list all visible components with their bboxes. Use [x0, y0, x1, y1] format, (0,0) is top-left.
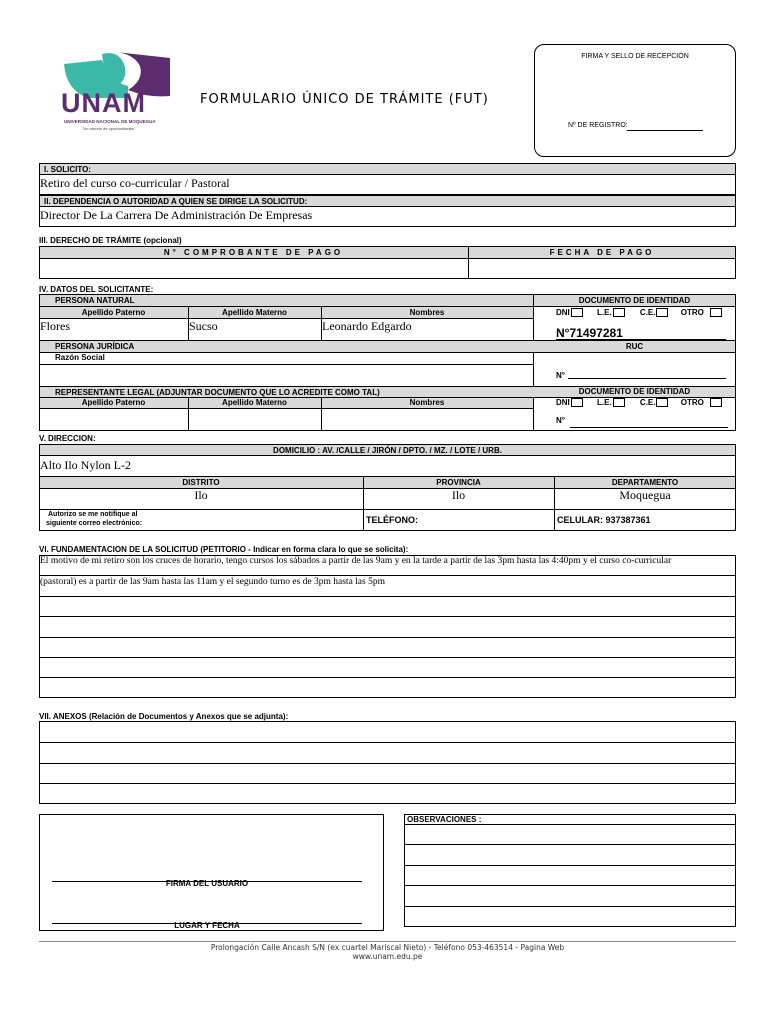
fundamentacion-line-2: (pastoral) es a partir de las 9am hasta las 11am y el segundo turno es de 3pm hasta las 5pm	[40, 577, 385, 587]
logo-subtitle: UNIVERSIDAD NACIONAL DE MOQUEGUA	[64, 119, 156, 124]
fecha-pago-field[interactable]	[468, 258, 736, 279]
rep-ap-paterno-label: Apellido Paterno	[81, 398, 146, 407]
persona-juridica-label: PERSONA JURÍDICA	[55, 342, 135, 351]
rule	[404, 865, 736, 866]
section-3-label: III. DERECHO DE TRÁMITE (opcional)	[39, 236, 182, 245]
logo-text: UNAM	[61, 88, 146, 118]
rep-doc-type-row	[556, 398, 722, 407]
ap-materno-label: Apellido Materno	[222, 308, 287, 317]
rule	[39, 657, 736, 658]
persona-natural-label: PERSONA NATURAL	[55, 296, 135, 305]
footer-line-1: Prolongación Calle Ancash S/N (ex cuartel Mariscal Nieto) - Teléfono 053-463514 - Pagina Web	[210, 943, 565, 952]
comprobante-label: N° COMPROBANTE DE PAGO	[163, 248, 344, 257]
firma-box[interactable]	[39, 814, 384, 931]
departamento-value[interactable]: Moquegua	[619, 488, 671, 502]
reception-box	[534, 44, 736, 157]
razon-social-field[interactable]	[40, 365, 532, 385]
dependencia-value: Director De La Carrera De Administración De Empresas	[40, 208, 313, 222]
le-label: L.E.	[597, 308, 612, 317]
domicilio-field[interactable]	[39, 455, 736, 477]
doc-identidad-label: DOCUMENTO DE IDENTIDAD	[578, 296, 691, 305]
email-label-1: Autorizo se me notifique al	[48, 511, 138, 518]
dni-checkbox[interactable]	[571, 308, 583, 317]
rule	[39, 596, 736, 597]
fundamentacion-line-1: El motivo de mi retiro son los cruces de horario, tengo cursos los sábados a partir de las 9am y en la tarde a partir de las 3pm hasta las 4:40pm y el curso co-curricular	[40, 556, 672, 566]
section-2-label: II. DEPENDENCIA O AUTORIDAD A QUIEN SE DIRIGE LA SOLICITUD:	[44, 197, 308, 206]
ce-label: C.E.	[639, 308, 656, 317]
email-field[interactable]	[160, 510, 362, 530]
rep-ce-label: C.E.	[639, 398, 656, 407]
registro-line[interactable]	[627, 130, 703, 131]
dependencia-field[interactable]	[39, 206, 736, 227]
firma-usuario-label: FIRMA DEL USUARIO	[165, 879, 249, 888]
representante-label: REPRESENTANTE LEGAL (ADJUNTAR DOCUMENTO QUE LO ACREDITE COMO TAL)	[55, 388, 380, 397]
rule	[404, 906, 736, 907]
rep-dni-checkbox[interactable]	[571, 398, 583, 407]
rule	[533, 294, 534, 431]
departamento-label: DEPARTAMENTO	[611, 478, 679, 487]
razon-social-label: Razón Social	[55, 353, 105, 362]
logo-tagline: "Un mundo de oportunidades"	[82, 126, 136, 131]
nombres-value[interactable]: Leonardo Edgardo	[322, 319, 412, 333]
otro-checkbox[interactable]	[710, 308, 722, 317]
registro-label: Nº DE REGISTRO:	[568, 122, 628, 129]
rule	[39, 742, 736, 743]
celular-label[interactable]: CELULAR: 937387361	[557, 515, 651, 525]
rule	[363, 476, 364, 531]
observaciones-box[interactable]	[404, 814, 736, 927]
section-7-label: VII. ANEXOS (Relación de Documentos y Anexos que se adjunta):	[39, 712, 289, 721]
solicito-value: Retiro del curso co-curricular / Pastoral	[40, 176, 230, 190]
le-checkbox[interactable]	[613, 308, 625, 317]
rep-doc-line[interactable]	[570, 427, 728, 428]
ruc-line[interactable]	[568, 378, 726, 379]
rep-otro-label: OTRO	[680, 398, 704, 407]
fecha-pago-label: FECHA DE PAGO	[549, 248, 655, 257]
rule	[554, 476, 555, 531]
provincia-label: PROVINCIA	[436, 478, 481, 487]
distrito-value[interactable]: Ilo	[194, 488, 208, 502]
doc-type-row	[556, 308, 722, 317]
distrito-label: DISTRITO	[182, 478, 220, 487]
rep-le-checkbox[interactable]	[613, 398, 625, 407]
nombres-label: Nombres	[409, 308, 445, 317]
form-title: FORMULARIO ÚNICO DE TRÁMITE (FUT)	[200, 92, 489, 107]
domicilio-label: DOMICILIO : AV. /CALLE / JIRÓN / DPTO. / MZ. / LOTE / URB.	[273, 446, 502, 455]
section-5-label: V. DIRECCION:	[39, 434, 96, 443]
rule	[39, 616, 736, 617]
provincia-value[interactable]: Ilo	[451, 488, 466, 502]
rep-dni-label: DNI	[556, 398, 570, 407]
rule	[39, 677, 736, 678]
solicito-field[interactable]	[39, 174, 736, 195]
comprobante-field[interactable]	[39, 258, 469, 279]
section-4-label: IV. DATOS DEL SOLICITANTE:	[39, 285, 154, 294]
rep-ce-checkbox[interactable]	[656, 398, 668, 407]
rep-nombres-label: Nombres	[409, 398, 445, 407]
rule	[39, 763, 736, 764]
ruc-n-label: N°	[556, 371, 565, 380]
footer-line-2[interactable]: www.unam.edu.pe	[352, 952, 423, 961]
rep-le-label: L.E.	[597, 398, 612, 407]
ap-paterno-value[interactable]: Flores	[40, 319, 70, 333]
rule	[39, 575, 736, 576]
telefono-label[interactable]: TELÉFONO:	[366, 515, 418, 525]
rule	[404, 824, 736, 825]
ap-paterno-label: Apellido Paterno	[81, 308, 146, 317]
rep-ap-paterno-field[interactable]	[40, 409, 187, 430]
doc-number-value[interactable]: N°71497281	[556, 326, 623, 340]
otro-label: OTRO	[680, 308, 704, 317]
ruc-label: RUC	[625, 342, 644, 351]
rep-doc-identidad-label: DOCUMENTO DE IDENTIDAD	[578, 387, 691, 396]
rule	[39, 783, 736, 784]
rule	[404, 844, 736, 845]
rep-otro-checkbox[interactable]	[710, 398, 722, 407]
dni-label: DNI	[556, 308, 570, 317]
rule	[39, 637, 736, 638]
ce-checkbox[interactable]	[656, 308, 668, 317]
rule	[39, 352, 736, 353]
rep-n-label: N°	[556, 416, 565, 425]
ap-materno-value[interactable]: Sucso	[189, 319, 218, 333]
footer-rule	[39, 941, 736, 942]
reception-label: FIRMA Y SELLO DE RECEPCIÓN	[581, 53, 689, 60]
rep-nombres-field[interactable]	[322, 409, 532, 430]
lugar-fecha-label: LUGAR Y FECHA	[174, 921, 240, 930]
section-1-label: I. SOLICITO:	[44, 165, 91, 174]
email-label-2: siguiente correo electrónico:	[46, 520, 143, 527]
section-6-label: VI. FUNDAMENTACION DE LA SOLICITUD (PETITORIO - Indicar en forma clara lo que se solicita):	[39, 545, 409, 554]
domicilio-value: Alto Ilo Nylon L-2	[40, 458, 131, 472]
unam-logo	[58, 50, 176, 136]
rule	[404, 885, 736, 886]
rule	[39, 318, 533, 319]
rule	[39, 509, 736, 510]
rep-ap-materno-label: Apellido Materno	[222, 398, 287, 407]
observaciones-label: OBSERVACIONES :	[407, 815, 482, 824]
rep-ap-materno-field[interactable]	[189, 409, 320, 430]
